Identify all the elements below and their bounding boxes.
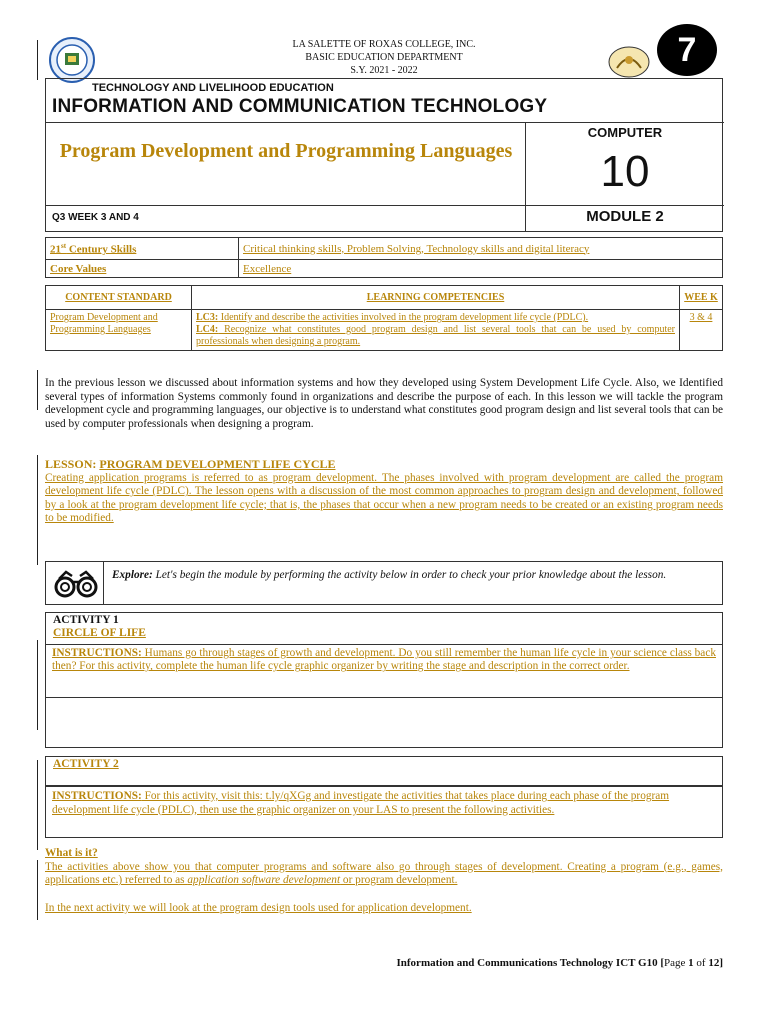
week-value: 3 & 4 — [680, 310, 723, 351]
skills-table — [45, 237, 723, 278]
week-header: WEE K — [680, 286, 723, 310]
activity-1-label: ACTIVITY 1 — [53, 614, 119, 626]
activity-1-box — [45, 612, 723, 748]
binoculars-icon — [54, 570, 98, 598]
learning-competencies-header: LEARNING COMPETENCIES — [192, 286, 680, 310]
activity-1-instructions: INSTRUCTIONS: Humans go through stages of growth and development. Do you still remember the human life cycle in your science class back then? For this activity, complete the human life cycle graphic organizer by writing the stage and description in the correct order. — [52, 647, 716, 673]
competencies-value — [192, 310, 680, 351]
core-values-label: Core Values — [46, 260, 239, 278]
content-standard-header: CONTENT STANDARD — [46, 286, 192, 310]
margin-rule — [37, 40, 38, 80]
standards-table — [45, 285, 723, 351]
explore-box — [45, 561, 723, 605]
school-year: S.Y. 2021 - 2022 — [350, 65, 418, 76]
title-block — [45, 78, 723, 232]
lc3: LC3: Identify and describe the activities involved in the program development life cycle (PDLC). — [196, 312, 589, 323]
margin-rule — [37, 860, 38, 920]
content-standard-value: Program Development and Programming Languages — [46, 310, 192, 351]
module-title: Program Development and Programming Languages — [59, 140, 513, 162]
core-values-value: Excellence — [239, 260, 723, 278]
page-number: 1 — [688, 957, 694, 969]
school-name: LA SALETTE OF ROXAS COLLEGE, INC. — [292, 39, 476, 50]
next-activity-note: In the next activity we will look at the program design tools used for application development. — [45, 901, 472, 914]
tle-heading: TECHNOLOGY AND LIVELIHOOD EDUCATION — [92, 82, 334, 94]
activity-2-instructions-box — [45, 786, 723, 838]
module-label: MODULE 2 — [586, 208, 664, 225]
activity-2-label-box — [45, 756, 723, 786]
department-name: BASIC EDUCATION DEPARTMENT — [305, 52, 463, 63]
grade-level: 10 — [600, 147, 650, 196]
quarter-week: Q3 WEEK 3 AND 4 — [52, 212, 139, 223]
activity-2-label: ACTIVITY 2 — [53, 758, 119, 770]
page-total: 12 — [708, 957, 720, 969]
module-number: 7 — [677, 31, 697, 69]
activity-2-instructions: INSTRUCTIONS: For this activity, visit this: t.ly/qXGg and investigate the activities that takes place during each phase of the program development life cycle (PDLC), then use the graphic organizer on your LAS to present the following activities. — [52, 790, 670, 816]
lc4: LC4: Recognize what constitutes good program design and list several tools that can be used by computer professionals when designing a program. — [196, 324, 675, 347]
skills-label: 21st Century Skills — [46, 238, 239, 260]
activity-1-title: CIRCLE OF LIFE — [53, 627, 146, 639]
page-footer: Information and Communications Technology ICT G10 [Page 1 of 12] — [396, 957, 723, 969]
department-emblem — [608, 46, 650, 78]
skills-value: Critical thinking skills, Problem Solving, Technology skills and digital literacy — [239, 238, 723, 260]
margin-rule — [37, 455, 38, 565]
margin-rule — [37, 370, 38, 410]
what-is-it-heading: What is it? — [45, 847, 98, 859]
lesson-heading: LESSON: PROGRAM DEVELOPMENT LIFE CYCLE — [45, 457, 336, 471]
intro-paragraph: In the previous lesson we discussed about information systems and how they developed using System Development Life Cycle. Also, we Identified several types of information Systems commonly found in organizations and describe the purpose of each. In this lesson we will tackle the program development cycle and programming languages, our objective is to understand what constitutes good program design and list several tools that can be used by computer professionals when designing a program. — [45, 377, 723, 430]
margin-rule — [37, 640, 38, 730]
module-number-badge — [657, 24, 717, 76]
school-logo — [48, 36, 96, 84]
what-is-it-paragraph: The activities above show you that computer programs and software also go through stages of development. Creating a program (e.g., games, applications etc.) referred to as application software development or program development. — [45, 860, 723, 887]
ict-heading: INFORMATION AND COMMUNICATION TECHNOLOGY — [52, 96, 548, 117]
lesson-title: PROGRAM DEVELOPMENT LIFE CYCLE — [99, 457, 336, 471]
subject-label: COMPUTER — [587, 125, 663, 140]
margin-rule — [37, 760, 38, 850]
explore-text: Explore: Let's begin the module by performing the activity below in order to check your prior knowledge about the lesson. — [112, 569, 667, 581]
lesson-body: Creating application programs is referred to as program development. The phases involved with program development are called the program development life cycle (PDLC). The lesson opens with a discussion of the most common approaches to program design and development, followed by a look at the program development life cycle; that is, the phases that occur when a new program needs to be created or an existing program needs to be modified. — [45, 471, 723, 525]
